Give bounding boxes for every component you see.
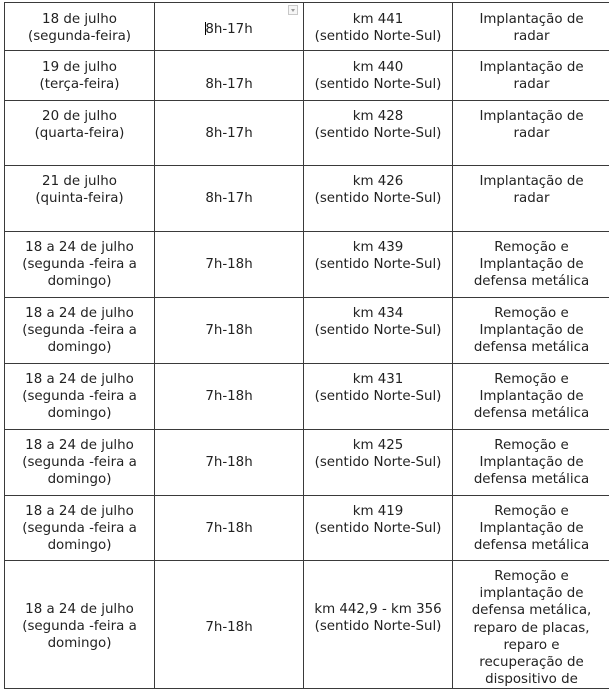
table-row <box>5 561 609 689</box>
table-row <box>5 101 609 166</box>
description-cell: Remoção e Implantação de defensa metálica <box>453 232 609 298</box>
date-cell: 18 a 24 de julho (segunda -feira a domingo) <box>5 232 155 298</box>
location-cell: km 440 (sentido Norte-Sul) <box>304 51 453 101</box>
hours-cell: 7h-18h <box>155 364 304 430</box>
schedule-table <box>4 2 609 689</box>
hours-cell: 7h-18h <box>155 430 304 496</box>
table-row <box>5 364 609 430</box>
location-cell: km 441 (sentido Norte-Sul) <box>304 3 453 51</box>
description-cell: Remoção e implantação de defensa metálica, reparo de placas, reparo e recuperação de dispositivo de <box>453 561 609 689</box>
location-cell: km 426 (sentido Norte-Sul) <box>304 166 453 232</box>
table-row <box>5 298 609 364</box>
hours-cell: 8h-17h <box>155 166 304 232</box>
hours-cell: 7h-18h <box>155 232 304 298</box>
table-row <box>5 3 609 51</box>
description-cell: Remoção e Implantação de defensa metálica <box>453 496 609 561</box>
location-cell: km 428 (sentido Norte-Sul) <box>304 101 453 166</box>
description-cell: Remoção e Implantação de defensa metálica <box>453 298 609 364</box>
chevron-down-icon[interactable] <box>288 5 298 15</box>
hours-cell: 7h-18h <box>155 561 304 689</box>
table-row <box>5 430 609 496</box>
date-cell: 18 a 24 de julho (segunda -feira a domingo) <box>5 561 155 689</box>
hours-cell: 7h-18h <box>155 298 304 364</box>
date-cell: 19 de julho (terça-feira) <box>5 51 155 101</box>
hours-cell: 7h-18h <box>155 496 304 561</box>
description-cell: Implantação de radar <box>453 101 609 166</box>
table-row <box>5 51 609 101</box>
location-cell: km 419 (sentido Norte-Sul) <box>304 496 453 561</box>
date-cell: 18 a 24 de julho (segunda -feira a domingo) <box>5 364 155 430</box>
table-row <box>5 232 609 298</box>
hours-cell: 8h-17h <box>155 51 304 101</box>
location-cell: km 439 (sentido Norte-Sul) <box>304 232 453 298</box>
description-cell: Implantação de radar <box>453 3 609 51</box>
date-cell: 18 a 24 de julho (segunda -feira a domingo) <box>5 496 155 561</box>
date-cell: 18 a 24 de julho (segunda -feira a domingo) <box>5 430 155 496</box>
location-cell: km 434 (sentido Norte-Sul) <box>304 298 453 364</box>
description-cell: Remoção e Implantação de defensa metálica <box>453 364 609 430</box>
table-row <box>5 496 609 561</box>
hours-cell[interactable] <box>155 3 304 51</box>
description-cell: Remoção e Implantação de defensa metálica <box>453 430 609 496</box>
date-cell: 18 de julho (segunda-feira) <box>5 3 155 51</box>
hours-cell: 8h-17h <box>155 101 304 166</box>
date-cell: 20 de julho (quarta-feira) <box>5 101 155 166</box>
description-cell: Implantação de radar <box>453 51 609 101</box>
hours-text: 8h-17h <box>205 22 252 37</box>
location-cell: km 431 (sentido Norte-Sul) <box>304 364 453 430</box>
description-cell: Implantação de radar <box>453 166 609 232</box>
date-cell: 21 de julho (quinta-feira) <box>5 166 155 232</box>
location-cell: km 442,9 - km 356 (sentido Norte-Sul) <box>304 561 453 689</box>
date-cell: 18 a 24 de julho (segunda -feira a domingo) <box>5 298 155 364</box>
location-cell: km 425 (sentido Norte-Sul) <box>304 430 453 496</box>
table-row <box>5 166 609 232</box>
